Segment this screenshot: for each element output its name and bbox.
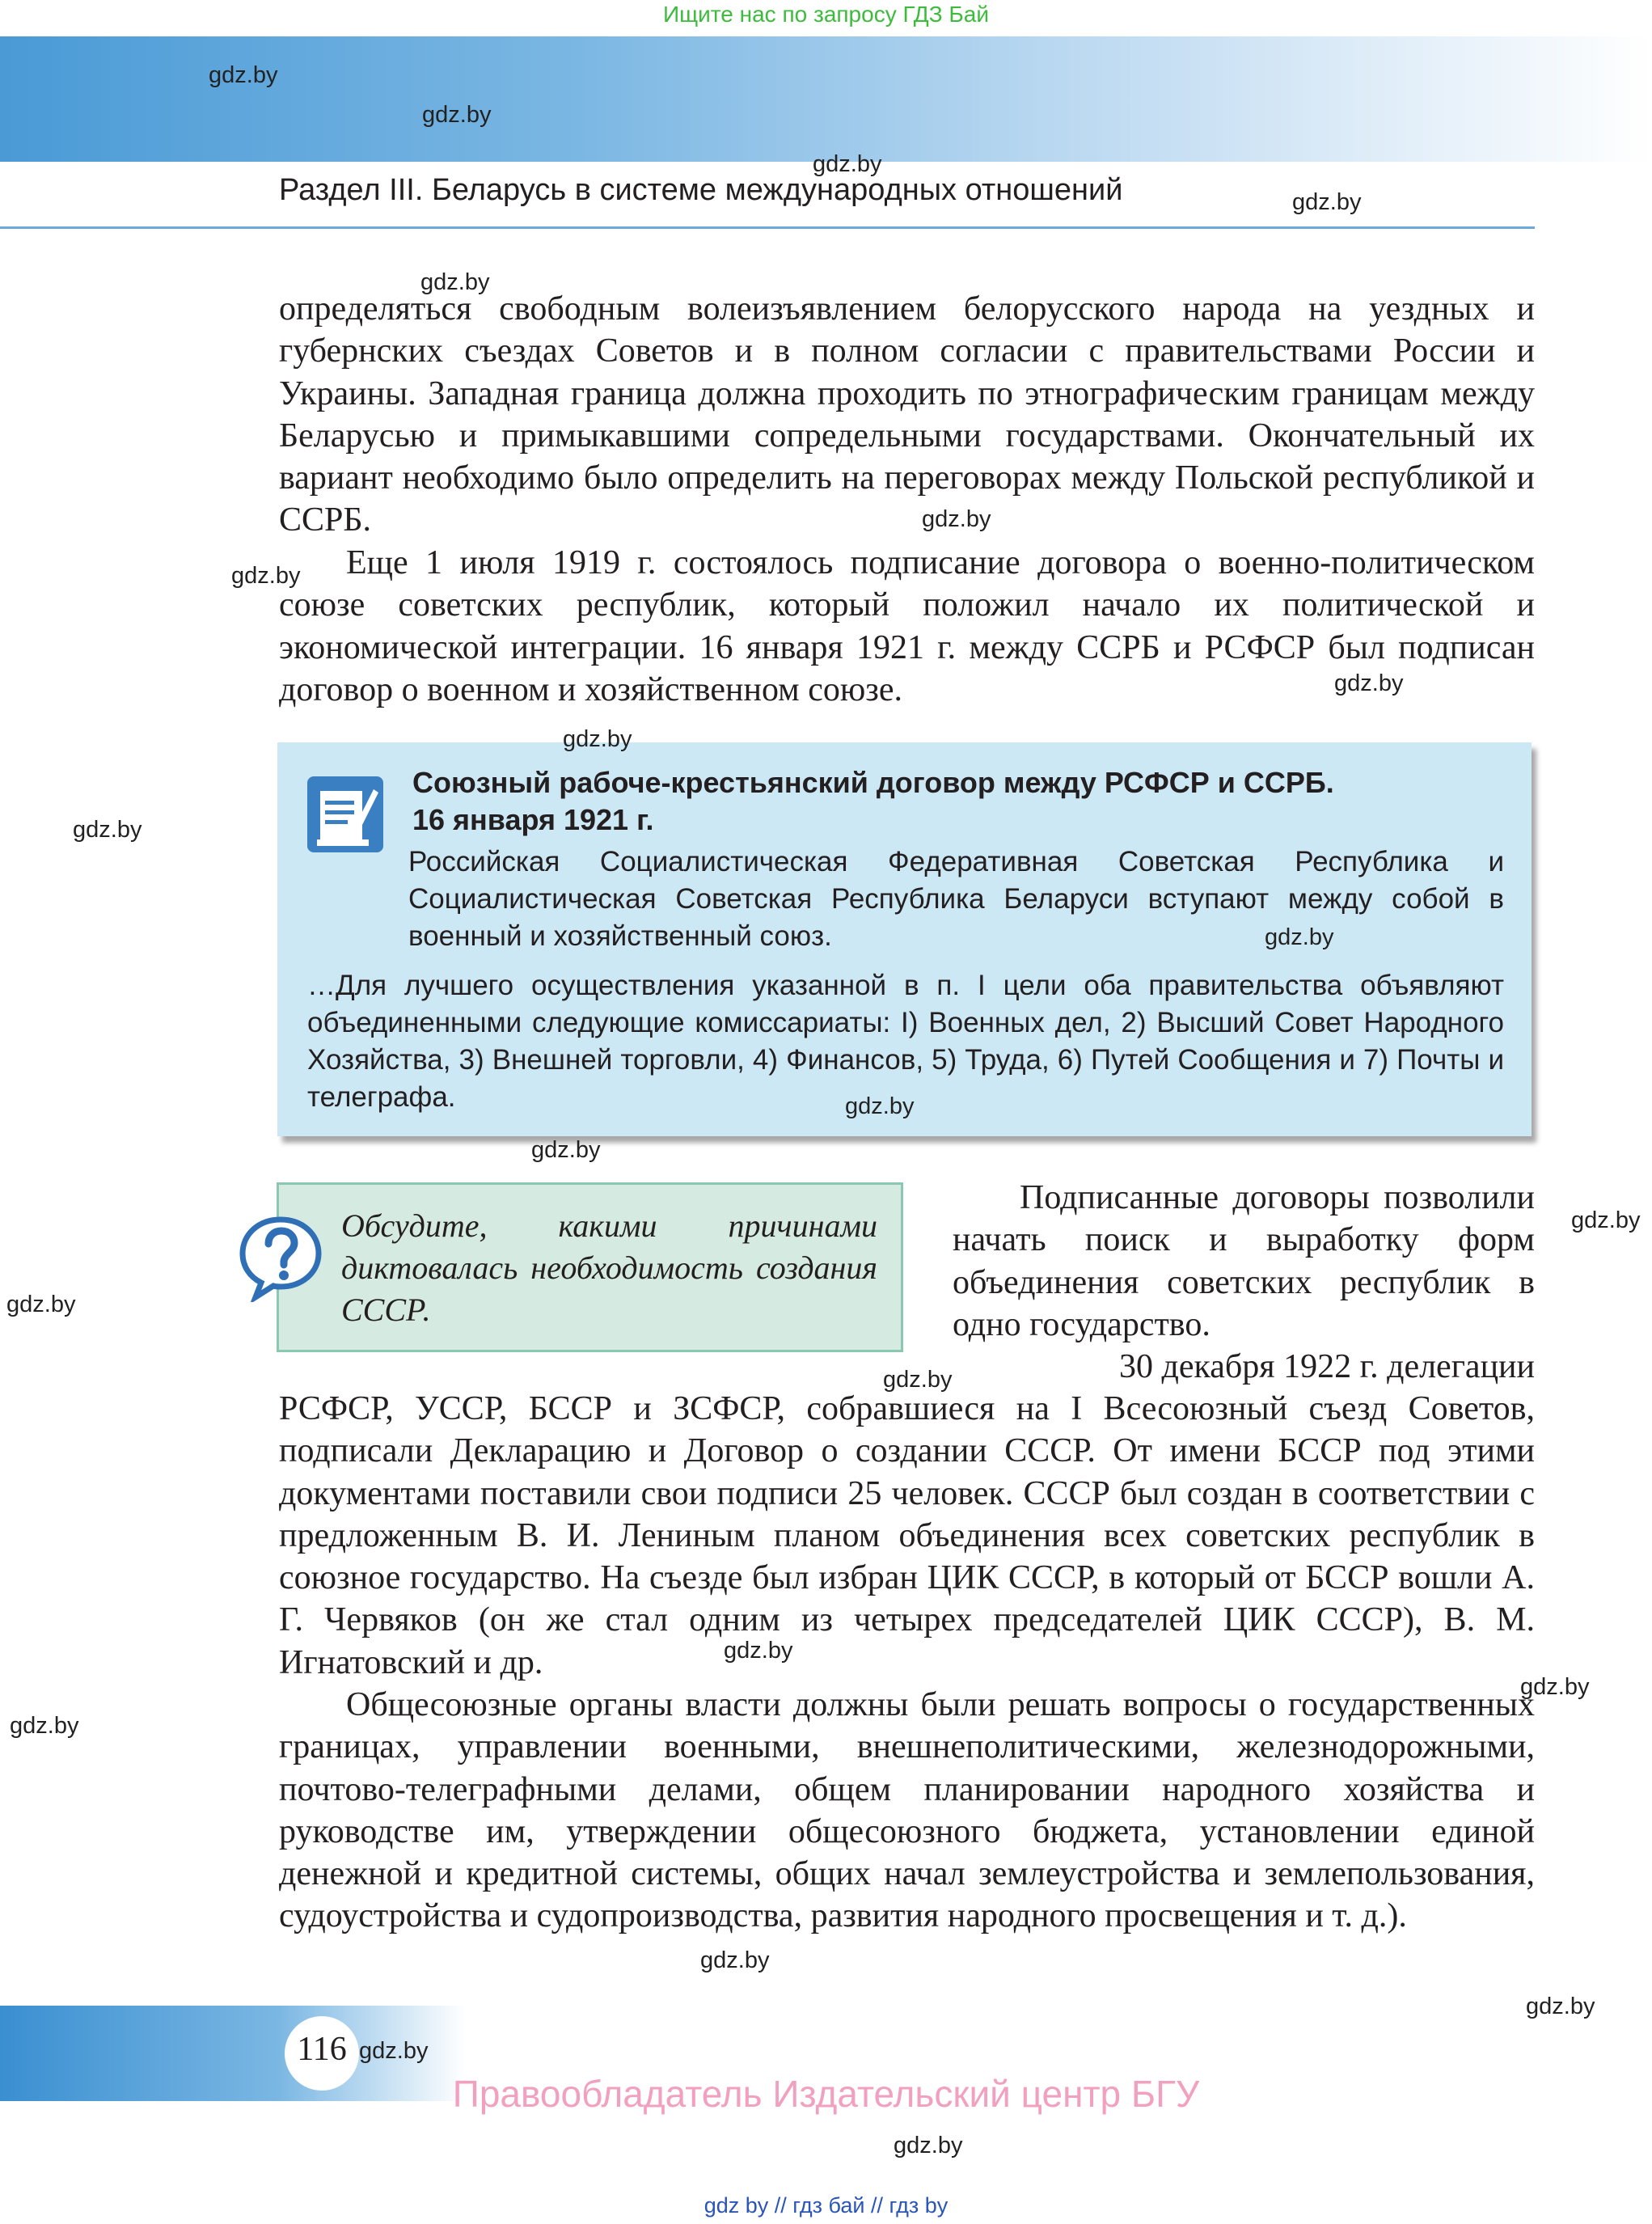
document-title <box>412 764 1512 839</box>
watermark: gdz.by <box>1520 1674 1590 1700</box>
section-title: Раздел III. Беларусь в системе международных отношений <box>279 173 1123 207</box>
paragraph-4: Общесоюзные органы власти должны были решать вопросы о государственных границах, управлении военными, внешнеполитическими, железнодорожными, почтово-телеграфными делами, общем планировании народного хозяйства и руководстве им, утверждении общесоюзного бюджета, установлении единой денежной и кредитной системы, общих начал землеустройства и землепользования, судоустройства и судопроизводства, развития народного просвещения и т. д.). <box>279 1686 1535 1935</box>
document-scroll-icon <box>306 775 385 854</box>
watermark: gdz.by <box>231 563 301 589</box>
document-title-line-2: 16 января 1921 г. <box>412 803 654 836</box>
discussion-text: Обсудите, какими причинами диктовалась необходимость создания СССР. <box>341 1207 877 1328</box>
watermark: gdz.by <box>420 269 490 295</box>
paragraph-3-first-line: 30 декабря 1922 г. делегации <box>1118 1348 1535 1385</box>
side-paragraph: Подписанные договоры позволили начать поиск и выработку форм объединения советских республик в одно государство. <box>953 1179 1535 1343</box>
watermark: gdz.by <box>724 1638 793 1664</box>
watermark: gdz.by <box>359 2038 429 2064</box>
document-title-line-1: Союзный рабоче-крестьянский договор между РСФСР и ССРБ. <box>412 766 1334 799</box>
watermark: gdz.by <box>6 1292 76 1317</box>
header-divider <box>0 226 1535 229</box>
watermark: gdz.by <box>10 1713 79 1739</box>
top-search-note: Ищите нас по запросу ГДЗ Бай <box>662 2 990 27</box>
watermark: gdz.by <box>845 1093 915 1119</box>
paragraph-2: Еще 1 июля 1919 г. состоялось подписание договора о военно-политическом союзе советских республик, который положил начало их политической и экономической интеграции. 16 января 1921 г. между ССРБ и РСФСР был подписан договор о военном и хозяйственном союзе. <box>279 544 1535 708</box>
watermark: gdz.by <box>894 2133 963 2158</box>
watermark: gdz.by <box>1526 1994 1595 2019</box>
paragraph-3: РСФСР, УССР, БССР и ЗСФСР, собравшиеся на I Всесоюзный съезд Советов, подписали Декларацию и Договор о создании СССР. От имени БССР под этими документами поставили свои подписи 25 человек. СССР был создан в соответствии с предложенным В. И. Лениным планом объединения всех советских республик в союзное государство. На съезде был избран ЦИК СССР, в который от БССР вошли А. Г. Червяков (он же стал одним из четырех председателей ЦИК СССР), В. М. Игнатовский и др. <box>279 1390 1535 1681</box>
watermark: gdz.by <box>422 102 492 128</box>
bottom-links[interactable]: gdz by // гдз бай // гдз by <box>703 2193 949 2218</box>
page-number: 116 <box>297 2031 347 2068</box>
copyright-notice: Правообладатель Издательский центр БГУ <box>452 2073 1200 2115</box>
header-band <box>0 36 1652 162</box>
watermark: gdz.by <box>1265 924 1334 950</box>
document-text-1: Российская Социалистическая Федеративная Советская Республика и Социалистическая Советская Республика Беларуси вступают между собой в военный и хозяйственный союз. <box>408 846 1504 952</box>
watermark: gdz.by <box>1571 1207 1641 1233</box>
document-text-2: …Для лучшего осуществления указанной в п. I цели оба правительства объявляют объединенными следующие комиссариаты: I) Военных дел, 2) Высший Совет Народного Хозяйства, 3) Внешней торговли, 4) Финансов, 5) Труда, 6) Путей Сообщения и 7) Почты и телеграфа. <box>307 970 1504 1113</box>
watermark: gdz.by <box>883 1367 953 1393</box>
watermark: gdz.by <box>73 817 142 843</box>
watermark: gdz.by <box>1292 189 1362 215</box>
paragraph-1: определяться свободным волеизъявлением белорусского народа на уездных и губернских съездах Советов и в полном согласии с правительствами России и Украины. Западная граница должна проходить по этнографическим границам между Беларусью и примыкавшими сопредельными государствами. Окончательный их вариант необходимо было определить на переговорах между Польской республикой и ССРБ. <box>279 290 1535 539</box>
watermark: gdz.by <box>922 506 991 532</box>
watermark: gdz.by <box>813 151 882 177</box>
watermark: gdz.by <box>209 62 278 88</box>
watermark: gdz.by <box>531 1137 601 1163</box>
watermark: gdz.by <box>563 726 632 752</box>
watermark: gdz.by <box>1334 670 1404 696</box>
question-bubble-icon <box>236 1213 325 1302</box>
watermark: gdz.by <box>700 1947 770 1973</box>
